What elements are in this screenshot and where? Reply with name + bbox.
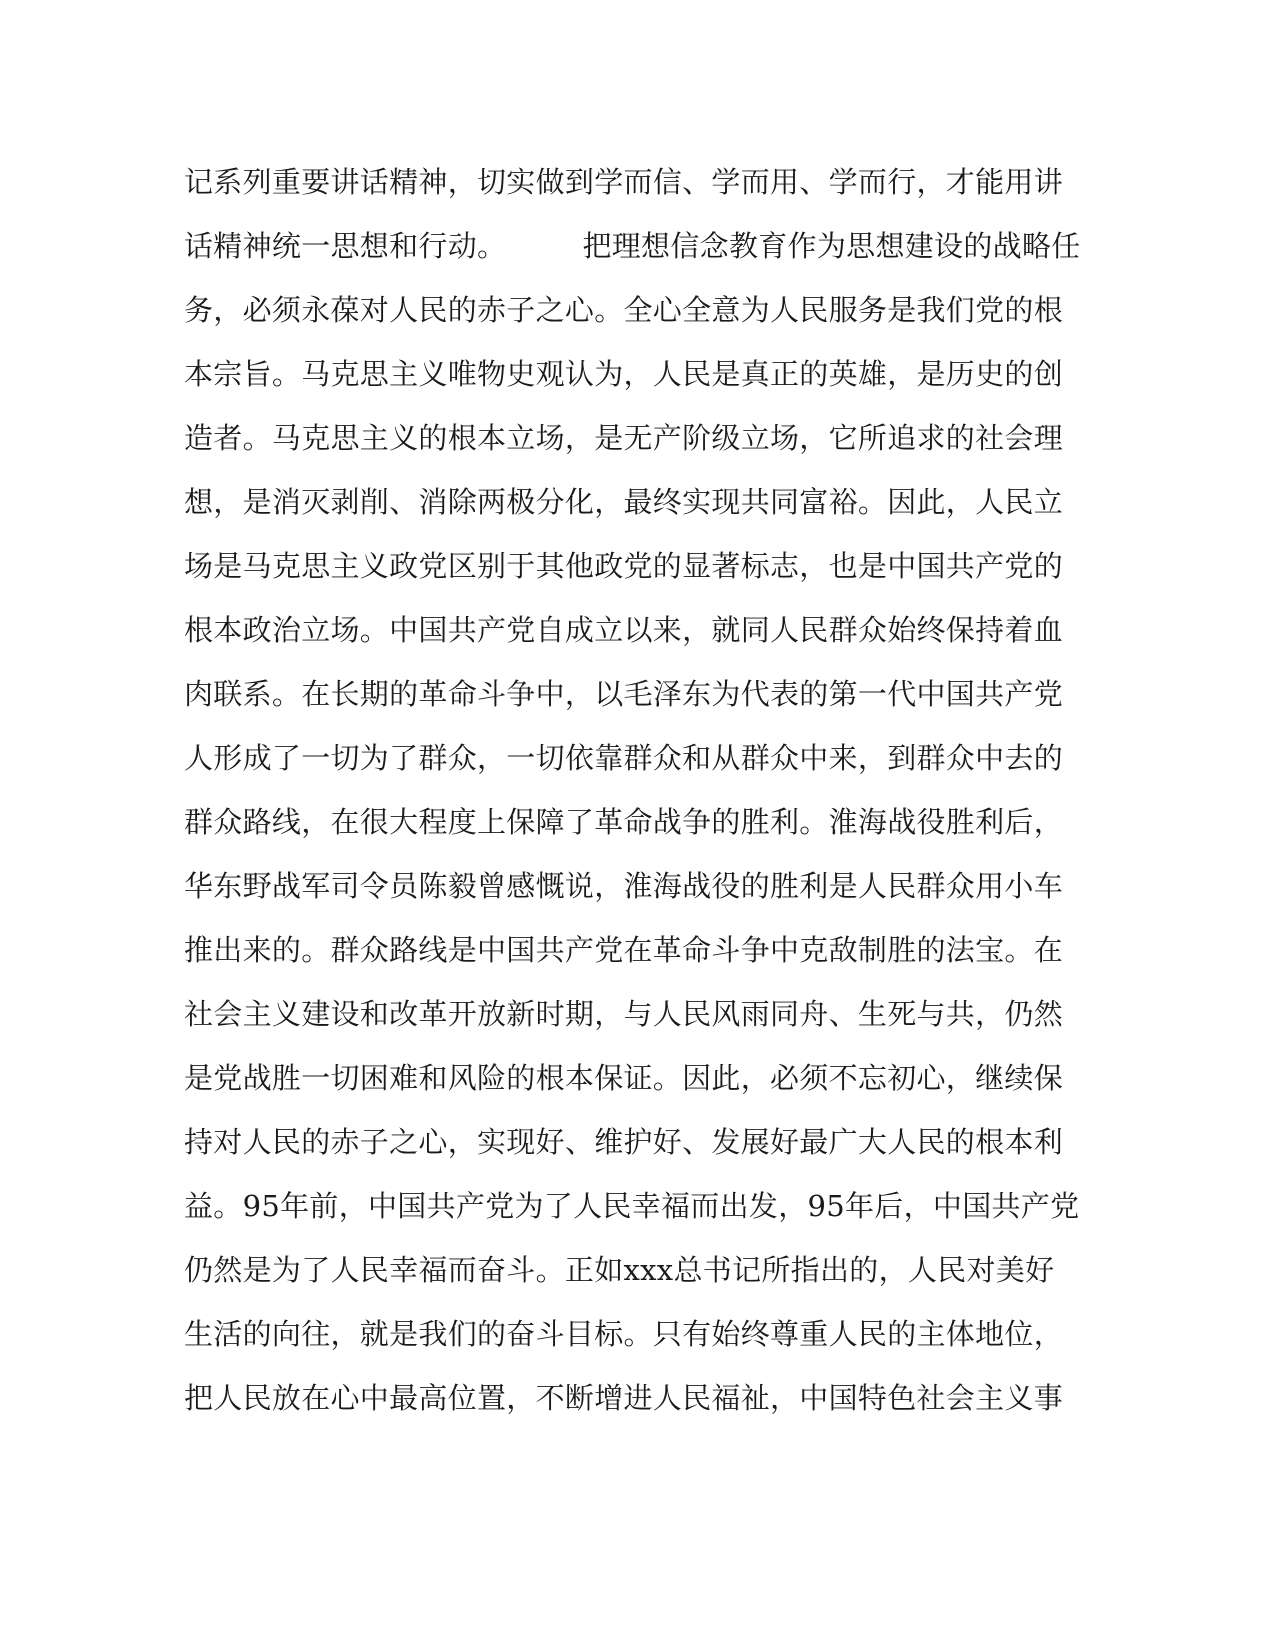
text-line: 根本政治立场。中国共产党自成立以来，就同人民群众始终保持着血: [184, 613, 1064, 647]
text-line: 益。95年前，中国共产党为了人民幸福而出发，95年后，中国共产党: [184, 1189, 1080, 1223]
text-line: 华东野战军司令员陈毅曾感慨说，淮海战役的胜利是人民群众用小车: [184, 869, 1064, 903]
text-line: 场是马克思主义政党区别于其他政党的显著标志，也是中国共产党的: [184, 549, 1064, 583]
text-line: 务，必须永葆对人民的赤子之心。全心全意为人民服务是我们党的根: [184, 293, 1064, 327]
text-line: 把人民放在心中最高位置，不断增进人民福祉，中国特色社会主义事: [184, 1381, 1064, 1415]
text-line: 肉联系。在长期的革命斗争中，以毛泽东为代表的第一代中国共产党: [184, 677, 1064, 711]
text-line: 是党战胜一切困难和风险的根本保证。因此，必须不忘初心，继续保: [184, 1061, 1064, 1095]
text-line: 推出来的。群众路线是中国共产党在革命斗争中克敌制胜的法宝。在: [184, 933, 1064, 967]
text-line: 社会主义建设和改革开放新时期，与人民风雨同舟、生死与共，仍然: [184, 997, 1064, 1031]
text-line: 本宗旨。马克思主义唯物史观认为，人民是真正的英雄，是历史的创: [184, 357, 1064, 391]
text-line: 仍然是为了人民幸福而奋斗。正如xxx总书记所指出的，人民对美好: [184, 1253, 1055, 1287]
text-line: 群众路线，在很大程度上保障了革命战争的胜利。淮海战役胜利后，: [184, 805, 1064, 839]
text-line: 想，是消灭剥削、消除两极分化，最终实现共同富裕。因此，人民立: [184, 485, 1064, 519]
text-line: 记系列重要讲话精神，切实做到学而信、学而用、学而行，才能用讲: [184, 165, 1064, 199]
text-line: 话精神统一思想和行动。 把理想信念教育作为思想建设的战略任: [184, 229, 1081, 263]
text-line: 人形成了一切为了群众，一切依靠群众和从群众中来，到群众中去的: [184, 741, 1064, 775]
text-line: 生活的向往，就是我们的奋斗目标。只有始终尊重人民的主体地位，: [184, 1317, 1064, 1351]
text-line: 持对人民的赤子之心，实现好、维护好、发展好最广大人民的根本利: [184, 1125, 1064, 1159]
body-text: [184, 150, 1081, 1430]
text-line: 造者。马克思主义的根本立场，是无产阶级立场，它所追求的社会理: [184, 421, 1064, 455]
